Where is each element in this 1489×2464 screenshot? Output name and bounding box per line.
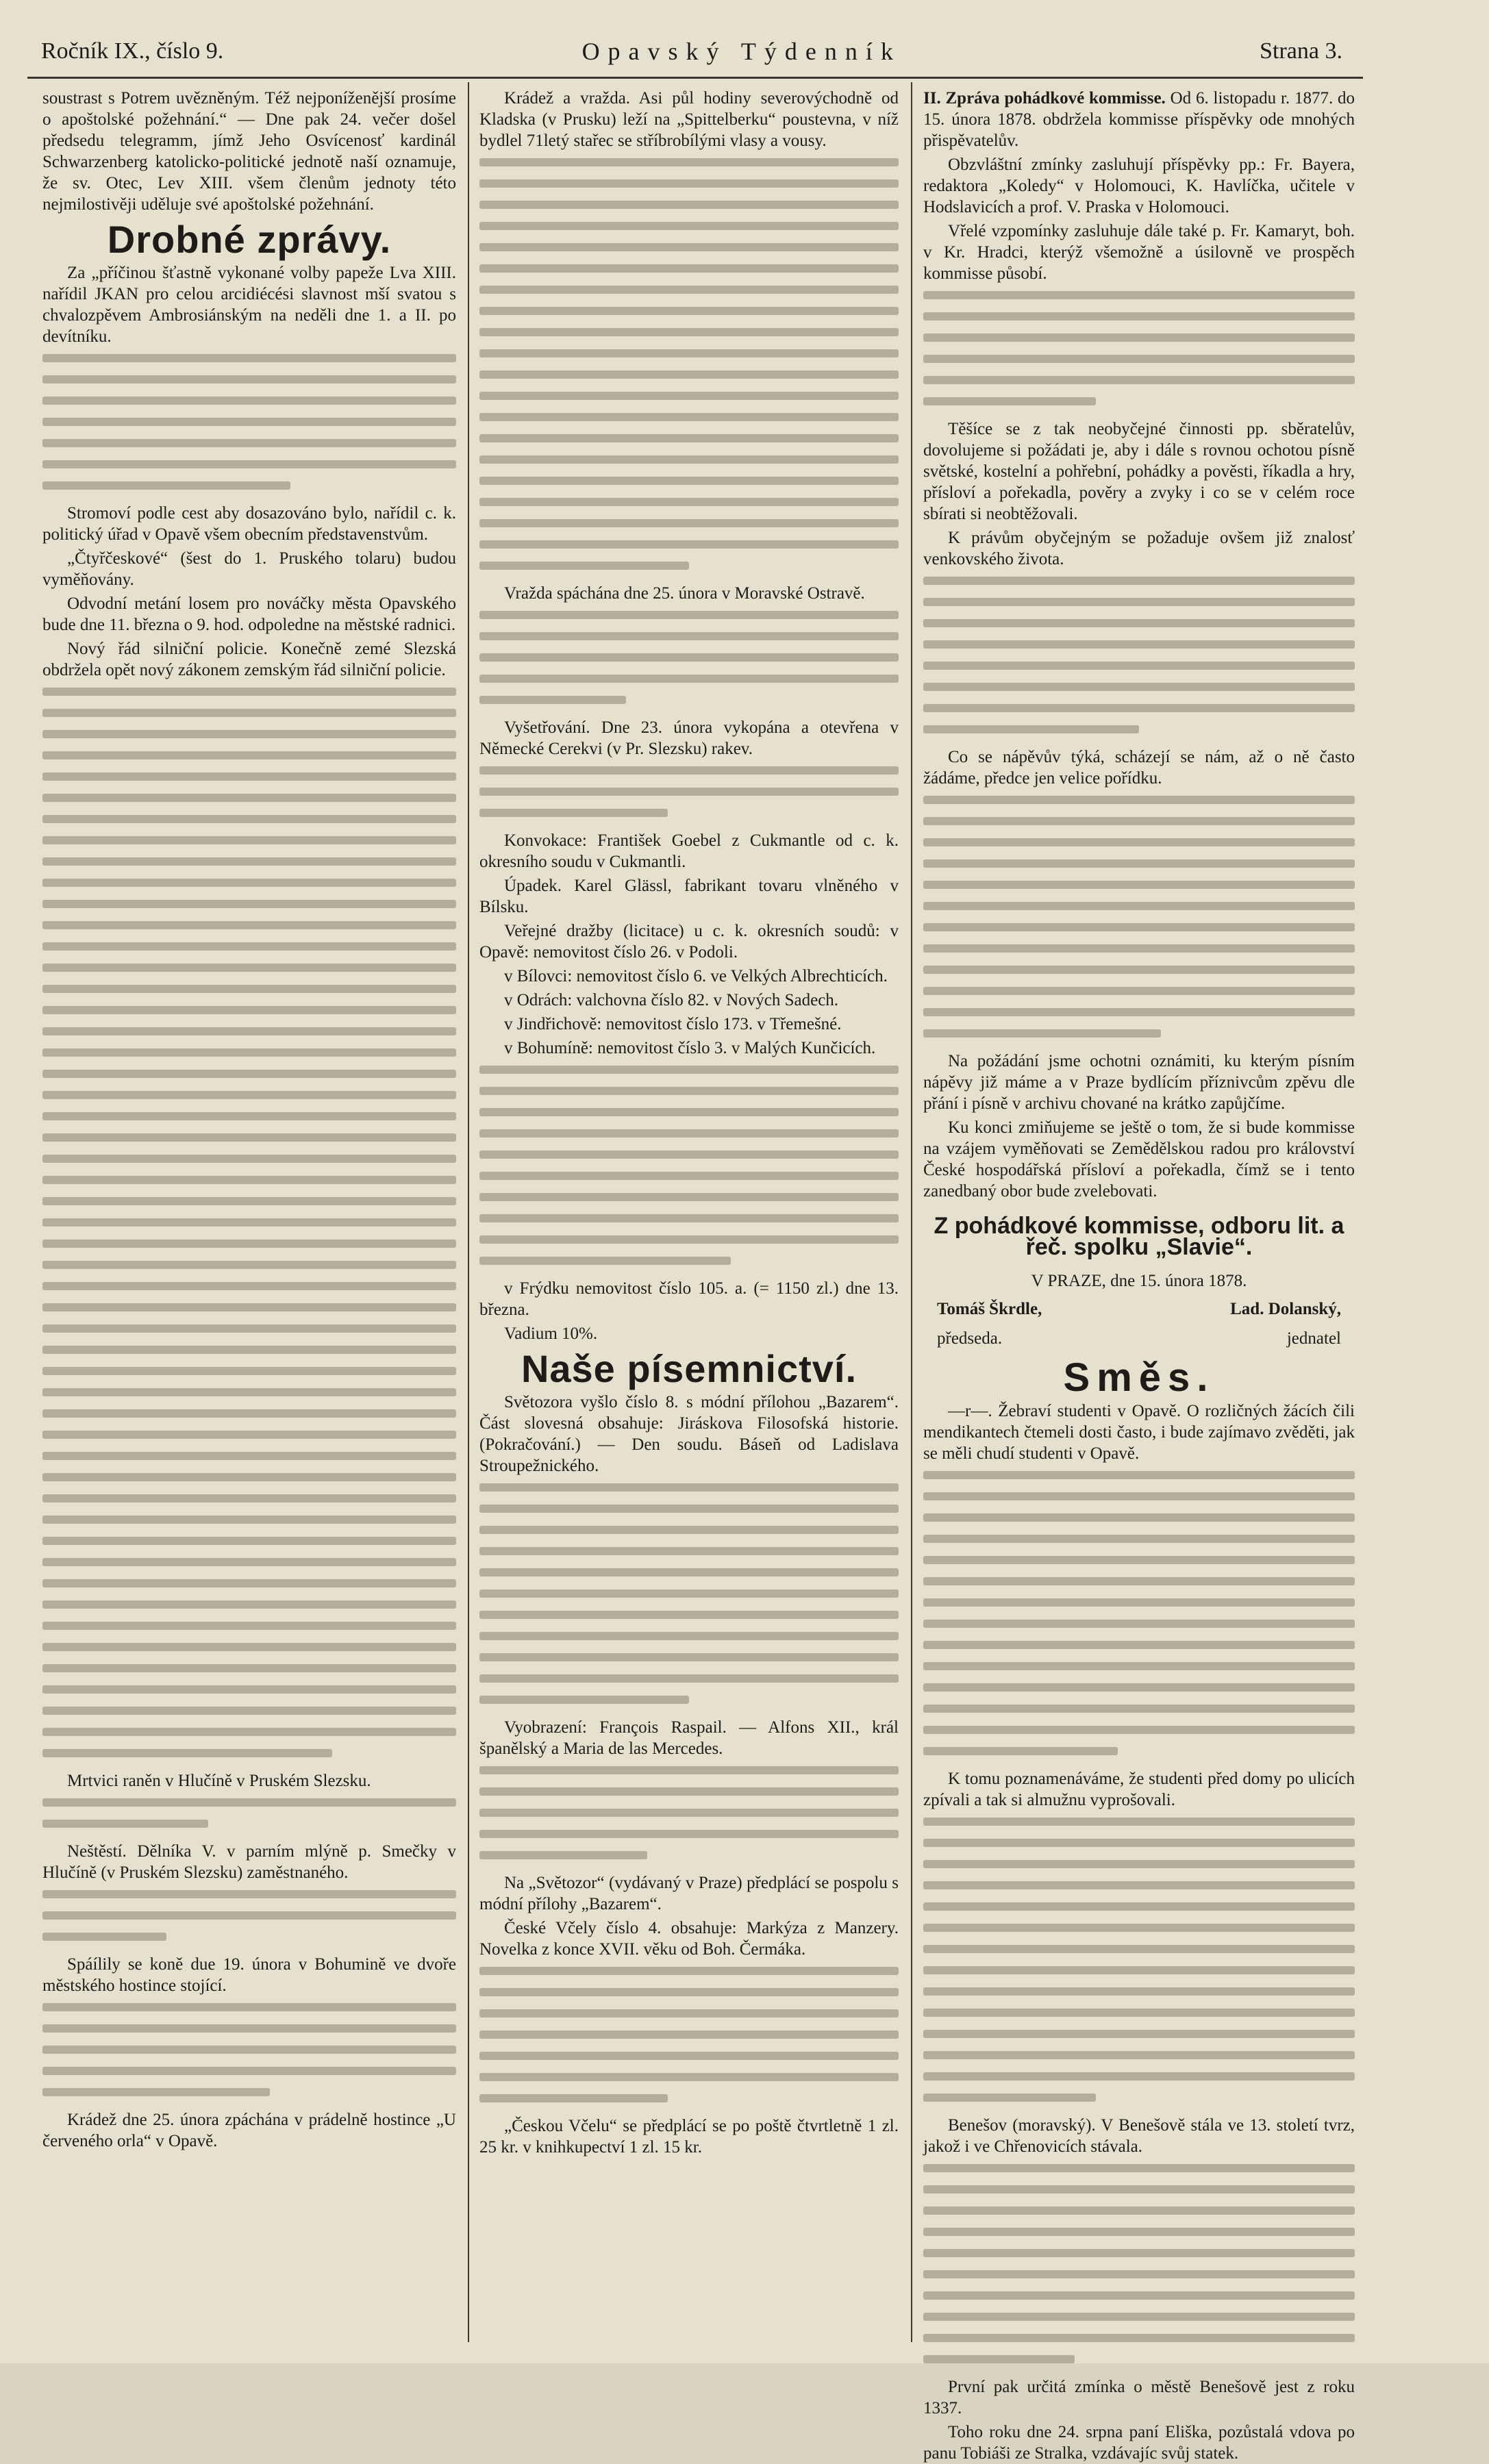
paragraph: v Odrách: valchovna číslo 82. v Nových Sadech. xyxy=(504,991,839,1009)
paragraph: Vražda spáchána dne 25. února v Moravské Ostravě. xyxy=(504,584,865,603)
text-lines-placeholder xyxy=(42,1886,456,1941)
paragraph: Světozora vyšlo číslo 8. s módní přílohou „Bazarem“. Část slovesná obsahuje: Jiráskova Filosofská historie. (Pokračování.) — Den soudu. Báseň od Ladislava Stroupežnického. xyxy=(479,1393,899,1475)
text-lines-placeholder xyxy=(923,2160,1355,2363)
text-lines-placeholder xyxy=(923,792,1355,1038)
text-lines-placeholder xyxy=(42,683,456,1757)
paragraph: Vyobrazení: François Raspail. — Alfons XII., král španělský a Maria de las Mercedes. xyxy=(479,1718,899,1758)
text-lines-placeholder xyxy=(479,1061,899,1265)
section-heading-drobne-zpravy: Drobné zprávy. xyxy=(107,218,392,261)
paragraph: Krádež dne 25. února zpáchána v prádelně hostince „U červeného orla“ v Opavě. xyxy=(42,2111,456,2150)
signatures xyxy=(923,1294,1355,1324)
issue-number: Ročník IX., číslo 9. xyxy=(41,38,224,64)
paragraph: Na „Světozor“ (vydávaný v Praze) předplácí se pospolu s módní přílohy „Bazarem“. xyxy=(479,1874,899,1913)
section-heading-smes: Směs. xyxy=(1063,1355,1215,1400)
paragraph: Krádež a vražda. Asi půl hodiny severovýchodně od Kladska (v Prusku) leží na „Spittelberku“ poustevna, v níž bydlel 71letý stařec se stříbrobílými vlasy a vousy. xyxy=(479,89,899,150)
text-lines-placeholder xyxy=(479,1963,899,2102)
paragraph: Vyšetřování. Dne 23. února vykopána a otevřena v Německé Cerekvi (v Pr. Slezsku) rakev. xyxy=(479,718,899,758)
header-rule xyxy=(27,77,1363,79)
paragraph: Co se nápěvův týká, scházejí se nám, až o ně často žádáme, předce jen velice pořídku. xyxy=(923,748,1355,788)
paragraph: v Bílovci: nemovitost číslo 6. ve Velkých Albrechticích. xyxy=(504,967,888,985)
paragraph: Neštěstí. Dělníka V. v parním mlýně p. Smečky v Hlučíně (v Pruském Slezsku) zaměstnaného. xyxy=(42,1842,456,1882)
page-number: Strana 3. xyxy=(1260,38,1342,64)
paragraph: Toho roku dne 24. srpna paní Eliška, pozůstalá vdova po panu Tobiáši ze Stralka, vzdávajíc svůj statek. xyxy=(923,2423,1355,2463)
text-lines-placeholder xyxy=(479,1762,899,1859)
column-3 xyxy=(923,88,1355,2463)
paragraph: Na požádání jsme ochotni oznámiti, ku kterým písním nápěvy již máme a v Praze bydlícím příznivcům zpěvu dle přání i písně v archivu chované na krátko zapůjčíme. xyxy=(923,1052,1355,1113)
text-lines-placeholder xyxy=(42,1999,456,2096)
column-2 xyxy=(479,88,899,2336)
paragraph: První pak určitá zmínka o městě Benešově jest z roku 1337. xyxy=(923,2378,1355,2417)
text-lines-placeholder xyxy=(923,1813,1355,2102)
paragraph: soustrast s Potrem uvězněným. Též nejponíženější prosíme o apoštolské požehnání.“ — Dne pak 24. večer došel předsedu telegramm, jímž Jeho Osvícenosť kardinál Schwarzenberg katolicko-politické jednotě naší oznamuje, že sv. Otec, Lev XIII. všem členům jednoty této nejmilostivěji uděluje své apoštolské požehnání. xyxy=(42,89,456,214)
paragraph: Veřejné dražby (licitace) u c. k. okresních soudů: v Opavě: nemovitost číslo 26. v Podoli. xyxy=(479,922,899,961)
text-lines-placeholder xyxy=(42,1794,456,1828)
paragraph: v Bohumíně: nemovitost číslo 3. v Malých Kunčicích. xyxy=(504,1039,876,1057)
signature-left: Tomáš Škrdle, xyxy=(937,1300,1042,1318)
paragraph: Benešov (moravský). V Benešově stála ve 13. století tvrz, jakož i ve Chřenovicích stávala. xyxy=(923,2116,1355,2156)
section-heading-pohadkova-kommisse: II. Zpráva pohádkové kommisse. Od 6. listopadu r. 1877. do 15. února 1878. obdržela kommisse příspěvky ode mnohých přispěvatelův. xyxy=(923,89,1355,150)
paragraph: Vadium 10%. xyxy=(504,1324,598,1343)
paragraph: Mrtvici raněn v Hlučíně v Pruském Slezsku. xyxy=(67,1772,371,1790)
text-lines-placeholder xyxy=(479,1479,899,1704)
paragraph: „Českou Včelu“ se předplácí se po poště čtvrtletně 1 zl. 25 kr. v knihkupectví 1 zl. 15 kr. xyxy=(479,2117,899,2157)
page-header xyxy=(41,27,1342,75)
paragraph: v Jindřichově: nemovitost číslo 173. v Třemešné. xyxy=(504,1015,842,1033)
masthead: Opavský Týdenník xyxy=(581,38,901,65)
signature-right-role: jednatel xyxy=(1286,1329,1341,1348)
text-lines-placeholder xyxy=(479,762,899,817)
paragraph: České Včely číslo 4. obsahuje: Markýza z Manzery. Novelka z konce XVII. věku od Boh. Čermáka. xyxy=(479,1919,899,1959)
section-heading-nase-pisemnictvi: Naše písemnictví. xyxy=(521,1347,858,1390)
paragraph: Odvodní metání losem pro nováčky města Opavského bude dne 11. března o 9. hod. odpoledne na městské radnici. xyxy=(42,594,456,634)
paragraph: Vřelé vzpomínky zasluhuje dále také p. Fr. Kamaryt, boh. v Kr. Hradci, kterýž všemožně a úsilovně ve prospěch kommisse působí. xyxy=(923,222,1355,283)
paragraph: Obzvláštní zmínky zasluhují příspěvky pp.: Fr. Bayera, redaktora „Koledy“ v Holomouci, K. Havlíčka, učitele v Hodslavicích a prof. V. Praska v Holomouci. xyxy=(923,155,1355,216)
paragraph: v Frýdku nemovitost číslo 105. a. (= 1150 zl.) dne 13. března. xyxy=(479,1279,899,1319)
signature-right: Lad. Dolanský, xyxy=(1230,1300,1341,1318)
paragraph: Těšíce se z tak neobyčejné činnosti pp. sběratelův, dovolujeme si požádati je, aby i dále s rovnou ochotou písně světské, kostelní a pohřební, pohádky a pověsti, říkadla a hry, přísloví a pořekadla, pověry a zvyky i co se v celém roce sbírati si neobtěžovali. xyxy=(923,420,1355,523)
paragraph: K tomu poznamenáváme, že studenti před domy po ulicích zpívali a tak si almužnu vyprošovali. xyxy=(923,1770,1355,1809)
column-rule xyxy=(468,82,469,2342)
section-heading-slavie: Z pohádkové kommisse, odboru lit. a řeč. spolku „Slavie“. xyxy=(934,1213,1344,1260)
paragraph: Spáílily se koně due 19. února v Bohumině ve dvoře městského hostince stojící. xyxy=(42,1955,456,1995)
paragraph: Ku konci zmiňujeme se ještě o tom, že si bude kommisse na vzájem vyměňovati se Zemědělskou radou pro království České hospodářská přísloví a pořekadla, čímž se i tento zanedbaný obor bude zvelebovati. xyxy=(923,1118,1355,1200)
text-lines-placeholder xyxy=(479,154,899,570)
paragraph: K právům obyčejným se požaduje ovšem již znalosť venkovského života. xyxy=(923,529,1355,568)
column-1 xyxy=(42,88,456,2336)
text-lines-placeholder xyxy=(923,1467,1355,1755)
text-lines-placeholder xyxy=(42,350,456,490)
signature-left-role: předseda. xyxy=(937,1329,1003,1348)
paragraph: —r—. Žebraví studenti v Opavě. O rozličných žácích čili mendikantech čtemeli dosti často, i bude zajímavo zvěděti, jak se měli chudí studenti v Opavě. xyxy=(923,1402,1355,1463)
paragraph: Za „příčinou šťastně vykonané volby papeže Lva XIII. nařídil JKAN pro celou arcidiécési slavnost mší svatou s chvalozpěvem Ambrosiánským na neděli dne 1. a II. po devítníku. xyxy=(42,264,456,346)
text-lines-placeholder xyxy=(923,287,1355,405)
text-lines-placeholder xyxy=(479,607,899,704)
signature-roles xyxy=(923,1324,1355,1353)
paragraph: Stromoví podle cest aby dosazováno bylo, nařídil c. k. politický úřad v Opavě všem obecním představenstvům. xyxy=(42,504,456,544)
paragraph: Nový řád silniční policie. Konečně zemé Slezská obdržela opět nový zákonem zemským řád silniční policie. xyxy=(42,640,456,679)
paragraph: Konvokace: František Goebel z Cukmantle od c. k. okresního soudu v Cukmantli. xyxy=(479,831,899,871)
paragraph: „Čtyřčeskové“ (šest do 1. Pruského tolaru) budou vyměňovány. xyxy=(42,549,456,589)
text-lines-placeholder xyxy=(923,573,1355,733)
dateline: V PRAZE, dne 15. února 1878. xyxy=(1031,1272,1247,1290)
paragraph: Úpadek. Karel Glässl, fabrikant tovaru vlněného v Bílsku. xyxy=(479,877,899,916)
column-rule xyxy=(911,82,912,2342)
